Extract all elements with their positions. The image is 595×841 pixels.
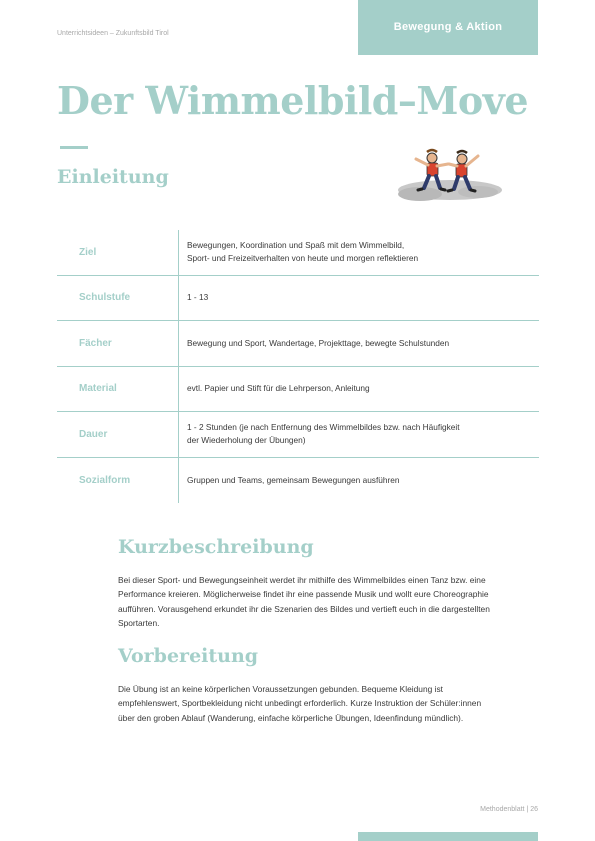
- row-label: Dauer: [57, 412, 179, 457]
- title-divider: [60, 146, 88, 149]
- header-breadcrumb: Unterrichtsideen – Zukunftsbild Tirol: [57, 30, 169, 37]
- page-title: Der Wimmelbild–Move: [57, 78, 529, 123]
- heading-kurzbeschreibung: Kurzbeschreibung: [118, 536, 314, 558]
- info-table: [57, 230, 539, 503]
- table-row: [57, 458, 539, 504]
- row-label: Sozialform: [57, 458, 179, 504]
- footer-page-label: Methodenblatt | 26: [480, 806, 538, 813]
- summary-paragraph: Bei dieser Sport- und Bewegungseinheit werdet ihr mithilfe des Wimmelbildes einen Tanz bzw. eine Performance kreieren. Möglicherweise findet ihr eine passende Musik und wollt eure Choreographie aufführen. Vorausgehend erkundet ihr die Szenarien des Bildes und vertieft euch in die dargestellten Sportarten.: [118, 575, 490, 629]
- row-value: 1 - 13: [187, 292, 209, 303]
- heading-einleitung: Einleitung: [57, 166, 169, 188]
- dancing-figures-icon: [392, 146, 508, 212]
- row-value: Bewegungen, Koordination und Spaß mit dem Wimmelbild, Sport- und Freizeitverhalten von heute und morgen reflektieren: [187, 240, 419, 264]
- row-label: Material: [57, 367, 179, 412]
- row-label: Ziel: [57, 230, 179, 275]
- row-label: Fächer: [57, 321, 179, 366]
- table-row: [57, 321, 539, 367]
- row-value: 1 - 2 Stunden (je nach Entfernung des Wimmelbildes bzw. nach Häufigkeit der Wiederholung der Übungen): [187, 422, 460, 446]
- row-value: evtl. Papier und Stift für die Lehrperson, Anleitung: [187, 383, 370, 394]
- row-label: Schulstufe: [57, 276, 179, 321]
- category-tab: Bewegung & Aktion: [358, 0, 538, 55]
- footer-bar: [358, 832, 538, 841]
- row-value: Bewegung und Sport, Wandertage, Projekttage, bewegte Schulstunden: [187, 337, 450, 348]
- heading-vorbereitung: Vorbereitung: [118, 645, 259, 667]
- table-row: [57, 230, 539, 276]
- table-row: [57, 367, 539, 413]
- row-value: Gruppen und Teams, gemeinsam Bewegungen ausführen: [187, 474, 400, 485]
- preparation-paragraph: Die Übung ist an keine körperlichen Voraussetzungen gebunden. Bequeme Kleidung ist empfehlenswert, Sportbekleidung nicht unbedingt erforderlich. Kurze Instruktion der Schüler:innen über den groben Ablauf (Wanderung, einfache körperliche Übungen, Ideenfindung mündlich).: [118, 684, 482, 723]
- table-row: [57, 276, 539, 322]
- table-row: [57, 412, 539, 458]
